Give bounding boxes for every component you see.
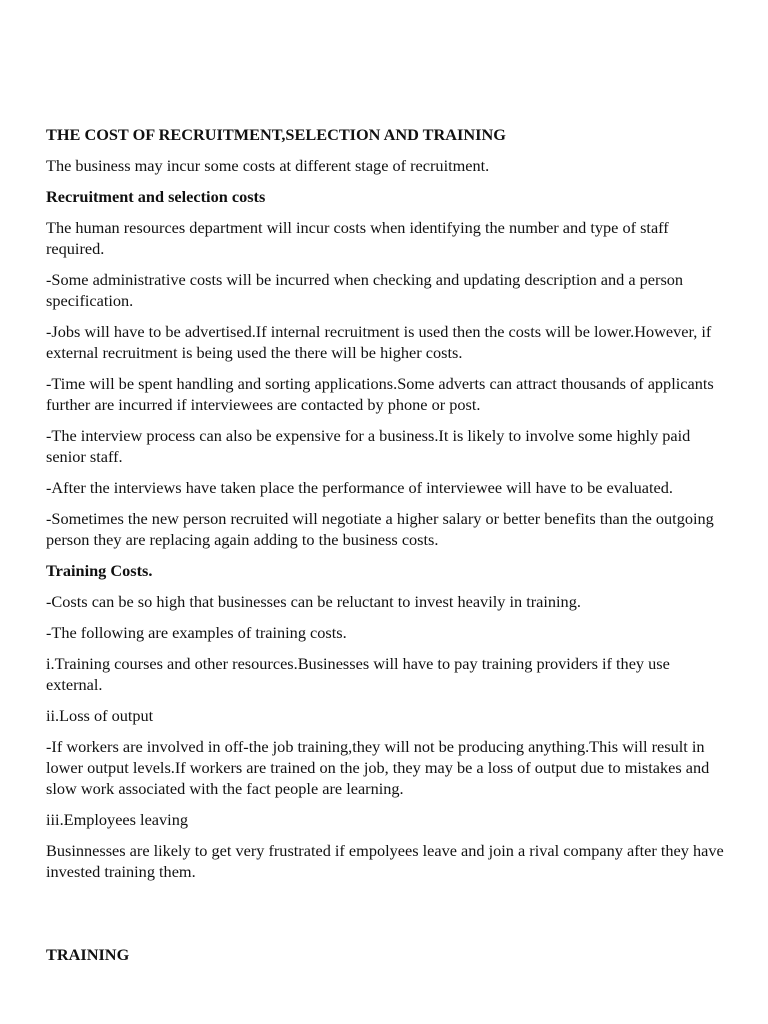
paragraph: iii.Employees leaving [46, 810, 188, 829]
paragraph: -The following are examples of training costs. [46, 623, 347, 642]
paragraph: -Some administrative costs will be incurred when checking and updating description and a person specification. [46, 270, 684, 310]
paragraph: -Sometimes the new person recruited will negotiate a higher salary or better benefits than the outgoing person they are replacing again adding to the business costs. [46, 509, 714, 549]
paragraph: -If workers are involved in off-the job training,they will not be producing anything.This will result in lower output levels.If workers are trained on the job, they may be a loss of output due to mistakes and slow work associated with the fact people are learning. [46, 737, 710, 798]
section-heading-recruitment: Recruitment and selection costs [46, 187, 266, 206]
paragraph: -Costs can be so high that businesses can be reluctant to invest heavily in training. [46, 592, 581, 611]
paragraph: -Time will be spent handling and sorting applications.Some adverts can attract thousands of applicants further are incurred if interviewees are contacted by phone or post. [46, 374, 714, 414]
section-heading-training-costs: Training Costs. [46, 561, 153, 580]
paragraph: -Jobs will have to be advertised.If internal recruitment is used then the costs will be lower.However, if external recruitment is being used the there will be higher costs. [46, 322, 712, 362]
paragraph: ii.Loss of output [46, 706, 154, 725]
paragraph: -The interview process can also be expensive for a business.It is likely to involve some highly paid senior staff. [46, 426, 691, 466]
paragraph: i.Training courses and other resources.Businesses will have to pay training providers if they use external. [46, 654, 670, 694]
training-heading: TRAINING [46, 945, 130, 964]
paragraph: The human resources department will incur costs when identifying the number and type of staff required. [46, 218, 669, 258]
paragraph: Businnesses are likely to get very frustrated if empolyees leave and join a rival company after they have invested training them. [46, 841, 724, 881]
intro-paragraph: The business may incur some costs at different stage of recruitment. [46, 156, 490, 175]
document-title: THE COST OF RECRUITMENT,SELECTION AND TRAINING [46, 125, 506, 144]
paragraph: -After the interviews have taken place the performance of interviewee will have to be evaluated. [46, 478, 673, 497]
document-page [46, 124, 726, 892]
